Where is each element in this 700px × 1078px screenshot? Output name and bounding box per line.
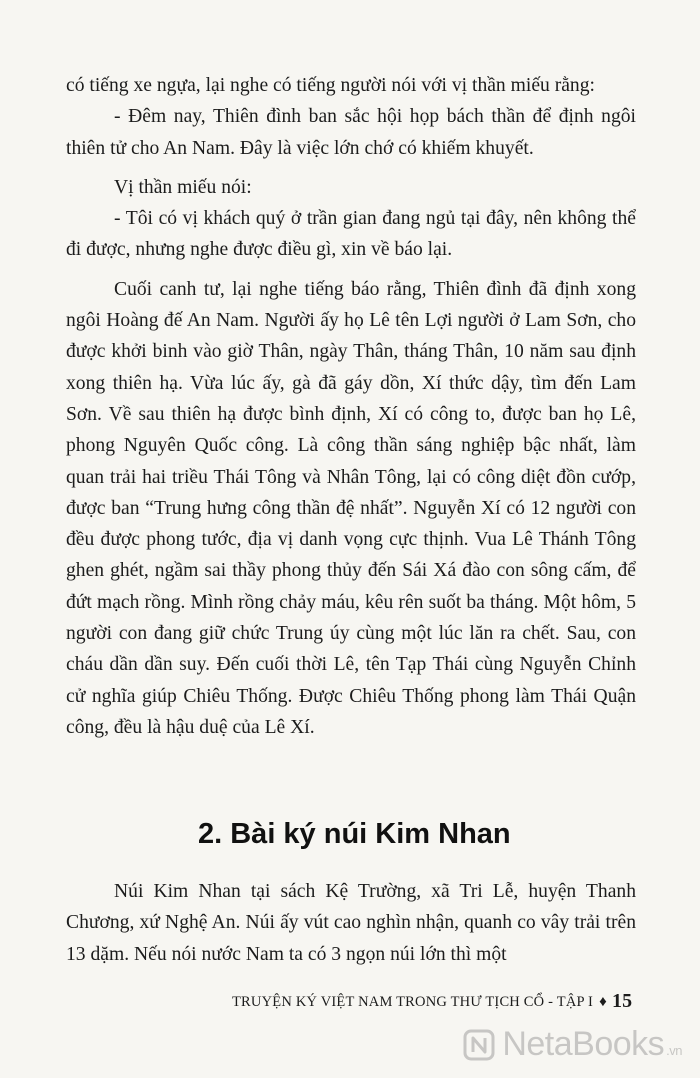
section-heading: 2. Bài ký núi Kim Nhan [198,818,511,850]
watermark-suffix: .vn [666,1043,682,1058]
dialogue-line-1: - Đêm nay, Thiên đình ban sắc hội họp bách thần để định ngôi thiên tử cho An Nam. Đây là việc lớn chớ có khiếm khuyết. [66,106,636,159]
watermark-brand: NetaBooks [502,1025,665,1063]
page-number: 15 [611,990,633,1012]
watermark [462,1025,682,1064]
running-title: TRUYỆN KÝ VIỆT NAM TRONG THƯ TỊCH CỔ - TẬP I [232,994,594,1010]
body-text [66,70,636,743]
paragraph-spirit-says: Vị thần miếu nói: [114,176,252,198]
dialogue-line-2: - Tôi có vị khách quý ở trần gian đang ngủ tại đây, nên không thể đi được, nhưng nghe được điều gì, xin về báo lại. [66,208,636,261]
section-body [66,876,636,970]
diamond-icon: ♦ [599,994,607,1010]
netabooks-logo-icon [462,1028,496,1062]
paragraph-main: Cuối canh tư, lại nghe tiếng báo rằng, Thiên đình đã định xong ngôi Hoàng đế An Nam. Người ấy họ Lê tên Lợi người ở Lam Sơn, cho được khởi binh vào giờ Thân, ngày Thân, tháng Thân, 10 năm sau định xong thiên hạ. Vừa lúc ấy, gà đã gáy dồn, Xí thức dậy, tìm đến Lam Sơn. Về sau thiên hạ được bình định, Xí có công to, được ban họ Lê, phong Nguyên Quốc công. Là công thần sáng nghiệp bậc nhất, làm quan trải hai triều Thái Tông và Nhân Tông, lại có công diệt đồn cướp, được ban “Trung hưng công thần đệ nhất”. Nguyễn Xí có 12 người con đều được phong tước, địa vị danh vọng cực thịnh. Vua Lê Thánh Tông ghen ghét, ngầm sai thầy phong thủy đến Sái Xá đào con sông cấm, để đứt mạch rồng. Mình rồng chảy máu, kêu rên suốt ba tháng. Một hôm, 5 người con đang giữ chức Trung úy cùng một lúc lăn ra chết. Sau, con cháu dần dần suy. Đến cuối thời Lê, tên Tạp Thái cùng Nguyễn Chỉnh cử nghĩa giúp Chiêu Thống. Được Chiêu Thống phong làm Thái Quận công, đều là hậu duệ của Lê Xí. [66,278,636,738]
page-footer [232,990,632,1013]
section-paragraph: Núi Kim Nhan tại sách Kệ Trường, xã Tri Lễ, huyện Thanh Chương, xứ Nghệ An. Núi ấy vút cao nghìn nhận, quanh co vây trải trên 13 dặm. Nếu nói nước Nam ta có 3 ngọn núi lớn thì một [66,881,636,965]
paragraph-continuation: có tiếng xe ngựa, lại nghe có tiếng người nói với vị thần miếu rằng: [66,75,595,96]
